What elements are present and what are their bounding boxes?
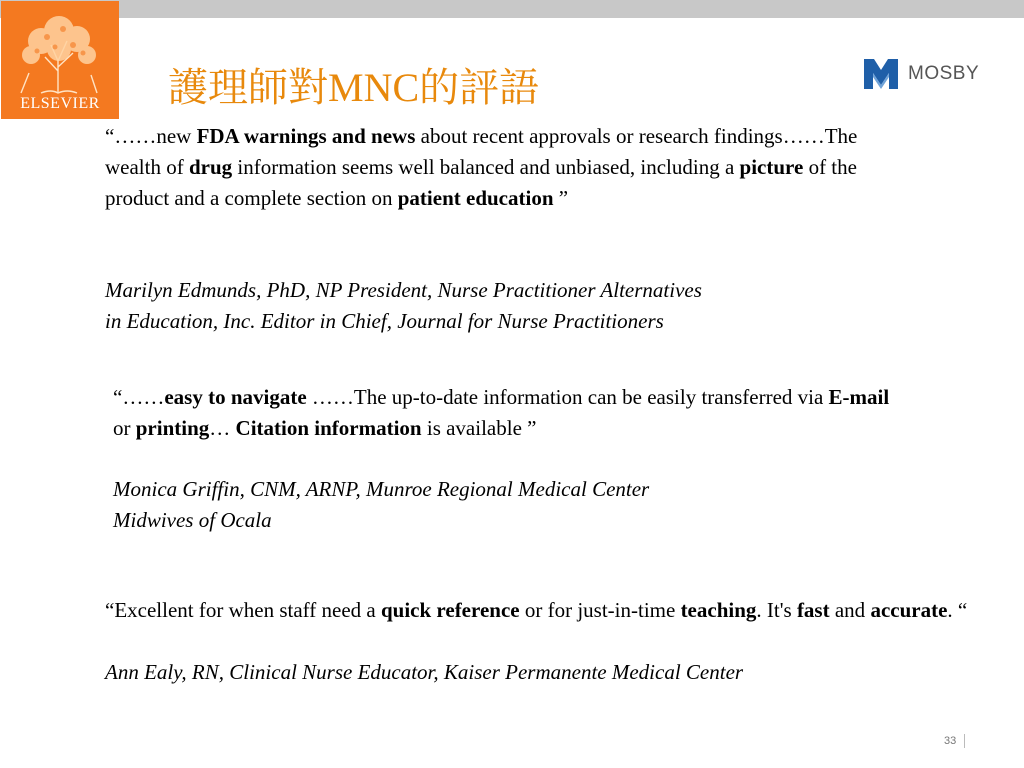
mosby-logo (862, 57, 979, 91)
page-number: 33 (944, 734, 965, 748)
attribution-3 (105, 657, 1005, 688)
top-bar (0, 0, 1024, 18)
quote-3: “Excellent for when staff need a quick reference or for just-in-time teaching. It's fast and accurate. “ (105, 598, 968, 622)
attribution-2-line-1: Monica Griffin, CNM, ARNP, Munroe Regional Medical Center (113, 477, 650, 501)
attribution-1-line-1: Marilyn Edmunds, PhD, NP President, Nurse Practitioner Alternatives (105, 278, 702, 302)
quote-1: “……new FDA warnings and news about recent approvals or research findings……The wealth of drug information seems well balanced and unbiased, including a picture of the product and a complete section on patient education ” (105, 124, 858, 210)
attribution-1-line-2: in Education, Inc. Editor in Chief, Journal for Nurse Practitioners (105, 309, 664, 333)
elsevier-wordmark: ELSEVIER (20, 95, 100, 112)
attribution-2-line-2: Midwives of Ocala (113, 508, 272, 532)
page-title: 護理師對MNC的評語 (168, 65, 540, 110)
attribution-3-line-1: Ann Ealy, RN, Clinical Nurse Educator, Kaiser Permanente Medical Center (105, 660, 744, 684)
quote-2: “……easy to navigate ……The up-to-date information can be easily transferred via E-mail or printing… Citation information is available ” (113, 385, 890, 440)
attribution-2 (113, 474, 873, 536)
mosby-m-icon (862, 57, 900, 91)
mosby-wordmark: MOSBY (908, 63, 980, 84)
attribution-1 (105, 275, 865, 337)
elsevier-logo (1, 1, 119, 119)
